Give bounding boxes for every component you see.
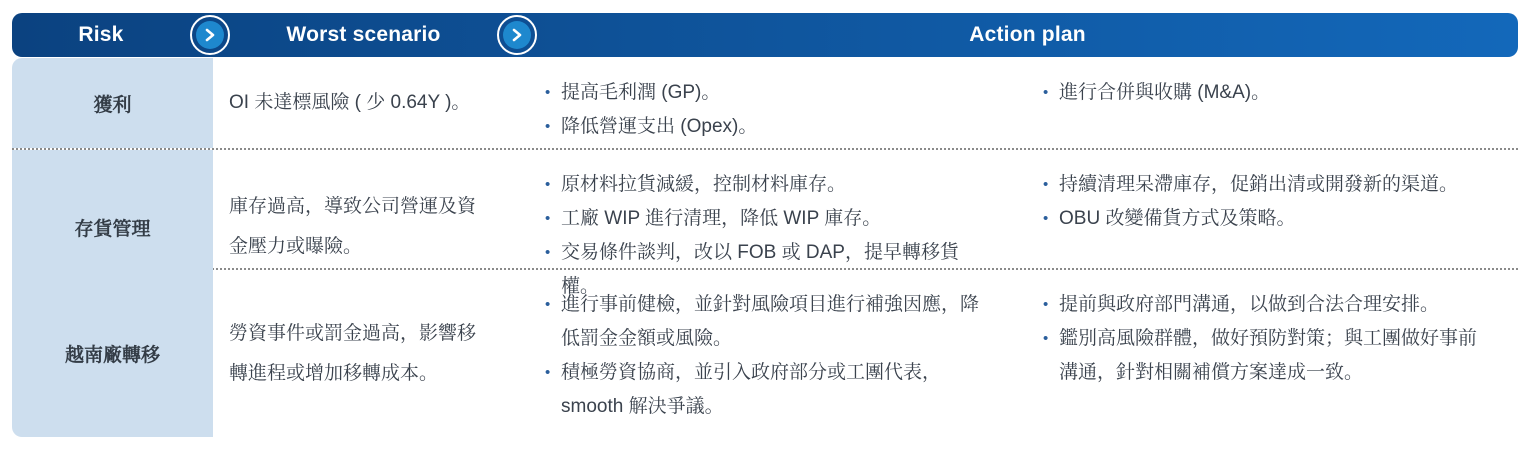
action-item bbox=[545, 76, 990, 110]
action-list bbox=[1043, 288, 1488, 390]
bullet-icon: • bbox=[1043, 330, 1049, 347]
table-row bbox=[12, 58, 1518, 148]
chevron-right-circle-icon bbox=[497, 15, 537, 55]
action-item-text: 交易條件談判，改以 FOB 或 DAP，提早轉移貨權。 bbox=[561, 242, 959, 297]
action-item-text: 降低營運支出 (Opex)。 bbox=[561, 116, 758, 137]
header-label-worst-scenario: Worst scenario bbox=[286, 23, 441, 46]
action-plan-cell-left bbox=[530, 58, 1035, 148]
chevron-right-icon bbox=[503, 21, 531, 49]
worst-scenario-text: 勞資事件或罰金過高，影響移轉進程或增加移轉成本。 bbox=[229, 322, 477, 384]
action-item-text: 提前與政府部門溝通，以做到合法合理安排。 bbox=[1059, 294, 1440, 315]
chevron-right-circle-icon bbox=[190, 15, 230, 55]
action-item-text: 積極勞資協商，並引入政府部分或工團代表，smooth 解決爭議。 bbox=[561, 362, 942, 417]
action-list bbox=[1043, 76, 1488, 110]
action-plan-cell-right bbox=[1035, 270, 1518, 437]
table-body bbox=[12, 58, 1518, 437]
risk-name-cell: 存貨管理 bbox=[12, 150, 213, 304]
action-item-text: 進行合併與收購 (M&A)。 bbox=[1059, 82, 1271, 103]
header-bar bbox=[12, 13, 1518, 57]
bullet-icon: • bbox=[545, 364, 551, 381]
action-item-text: 提高毛利潤 (GP)。 bbox=[561, 82, 721, 103]
action-plan-cell-right bbox=[1035, 58, 1518, 148]
bullet-icon: • bbox=[545, 296, 551, 313]
table-row bbox=[12, 268, 1518, 437]
bullet-icon: • bbox=[545, 84, 551, 101]
action-item bbox=[1043, 202, 1488, 236]
action-item bbox=[1043, 322, 1488, 390]
action-item bbox=[545, 356, 990, 424]
worst-scenario-cell bbox=[213, 270, 530, 437]
action-item-text: 持續清理呆滯庫存，促銷出清或開發新的渠道。 bbox=[1059, 174, 1459, 195]
worst-scenario-text: OI 未達標風險 ( 少 0.64Y )。 bbox=[229, 92, 471, 113]
action-item bbox=[1043, 288, 1488, 322]
bullet-icon: • bbox=[1043, 176, 1049, 193]
action-item bbox=[545, 202, 990, 236]
bullet-icon: • bbox=[545, 210, 551, 227]
action-item-text: 原材料拉貨減緩，控制材料庫存。 bbox=[561, 174, 847, 195]
action-list bbox=[1043, 168, 1488, 236]
bullet-icon: • bbox=[1043, 296, 1049, 313]
action-item bbox=[1043, 168, 1488, 202]
action-item bbox=[545, 110, 990, 144]
action-item-text: 鑑別高風險群體，做好預防對策；與工團做好事前溝通，針對相關補償方案達成一致。 bbox=[1059, 328, 1478, 383]
chevron-right-icon bbox=[196, 21, 224, 49]
action-item bbox=[545, 288, 990, 356]
action-plan-cell-left bbox=[530, 270, 1035, 437]
action-item bbox=[545, 168, 990, 202]
action-list bbox=[545, 76, 990, 144]
action-item-text: 工廠 WIP 進行清理，降低 WIP 庫存。 bbox=[561, 208, 882, 229]
action-item bbox=[1043, 76, 1488, 110]
header-label-action-plan: Action plan bbox=[969, 23, 1086, 46]
bullet-icon: • bbox=[545, 118, 551, 135]
action-list bbox=[545, 288, 990, 424]
worst-scenario-text: 庫存過高，導致公司營運及資金壓力或曝險。 bbox=[229, 196, 477, 257]
risk-name-cell: 獲利 bbox=[12, 58, 213, 148]
bullet-icon: • bbox=[1043, 84, 1049, 101]
table-row bbox=[12, 148, 1518, 297]
bullet-icon: • bbox=[545, 244, 551, 261]
bullet-icon: • bbox=[545, 176, 551, 193]
header-label-risk: Risk bbox=[78, 23, 124, 46]
risk-name-cell: 越南廠轉移 bbox=[12, 270, 213, 437]
action-item-text: 進行事前健檢，並針對風險項目進行補強因應，降低罰金金額或風險。 bbox=[561, 294, 980, 349]
bullet-icon: • bbox=[1043, 210, 1049, 227]
action-item-text: OBU 改變備貨方式及策略。 bbox=[1059, 208, 1296, 229]
worst-scenario-cell bbox=[213, 58, 530, 148]
